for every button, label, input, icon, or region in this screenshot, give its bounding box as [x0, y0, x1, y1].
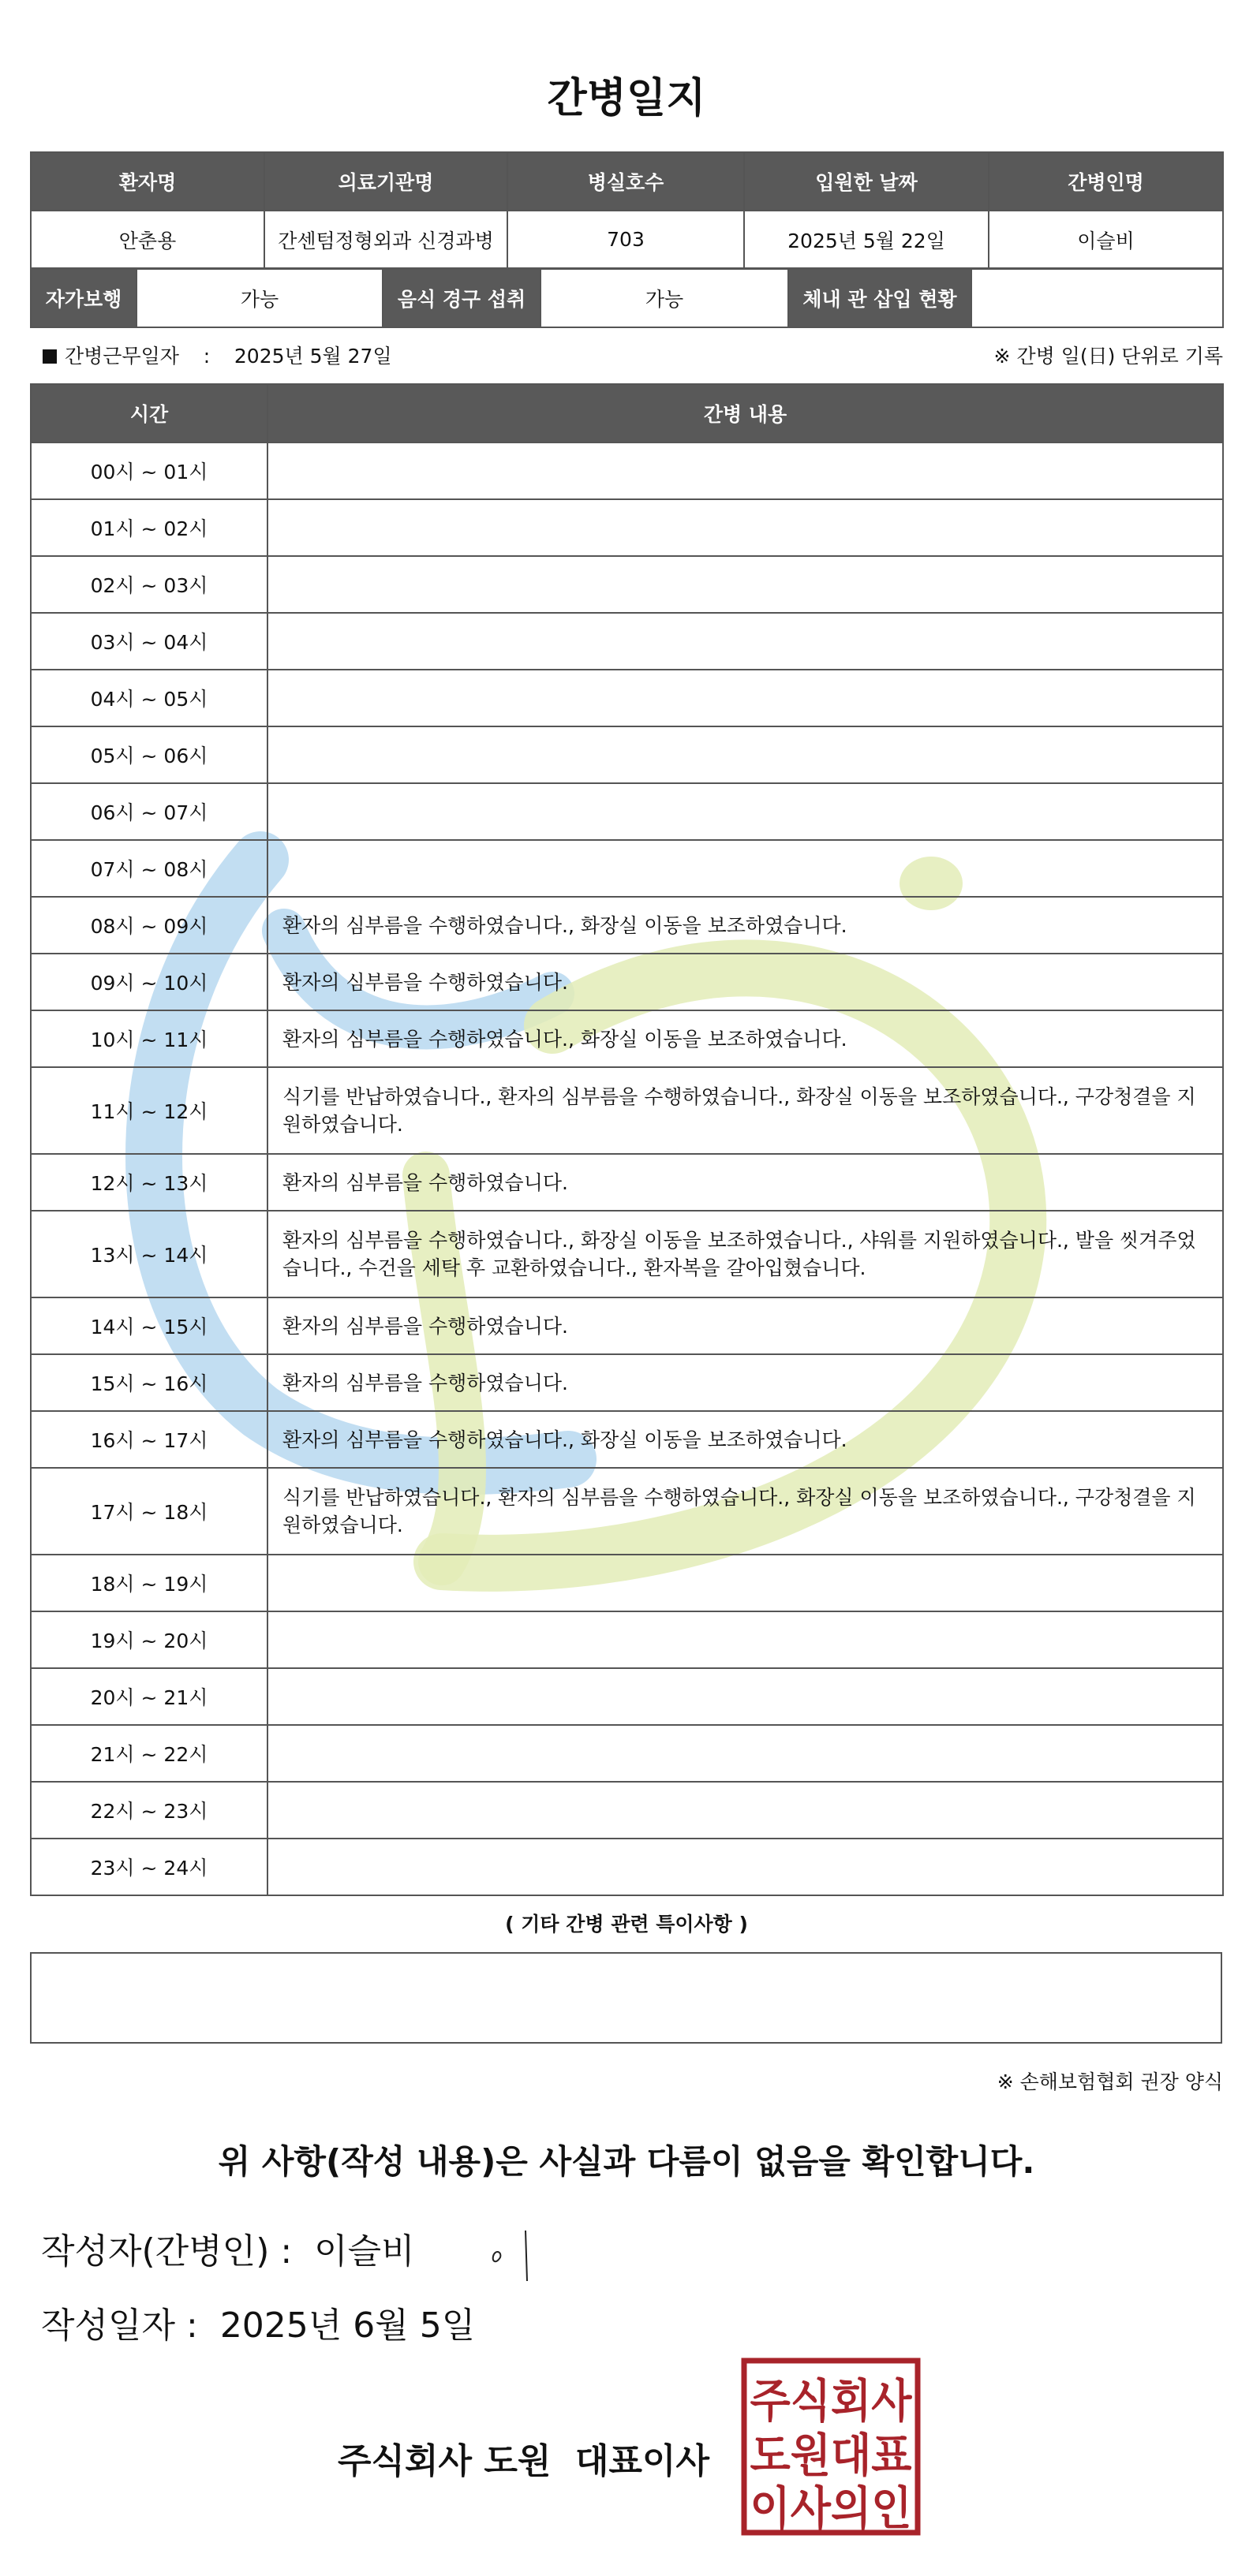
care-log-row [31, 1468, 1223, 1555]
patient-name-value: 안춘용 [31, 211, 264, 268]
care-log-content: 식기를 반납하였습니다., 환자의 심부름을 수행하였습니다., 화장실 이동을 보조하였습니다., 구강청결을 지원하였습니다. [267, 1468, 1223, 1555]
care-log-row [31, 1297, 1223, 1354]
other-notes-title: ( 기타 간병 관련 특이사항 ) [505, 1913, 748, 1936]
care-log-time: 05시 ~ 06시 [31, 726, 267, 783]
document-title: 간병일지 [547, 75, 706, 122]
company-name: 주식회사 도원 [338, 2441, 552, 2481]
care-log-content: 환자의 심부름을 수행하였습니다., 화장실 이동을 보조하였습니다. [267, 897, 1223, 954]
care-log-row [31, 840, 1223, 897]
hospital-name-value: 간센텀정형외과 신경과병 [264, 211, 507, 268]
care-log-time: 06시 ~ 07시 [31, 783, 267, 840]
handwritten-signature [486, 2226, 533, 2289]
patient-info-table [30, 151, 1224, 269]
care-log-time: 02시 ~ 03시 [31, 556, 267, 613]
care-log-time: 22시 ~ 23시 [31, 1782, 267, 1839]
care-log-content [267, 783, 1223, 840]
header-patient-name: 환자명 [31, 152, 264, 211]
company-line [338, 2432, 709, 2483]
walk-value: 가능 [137, 269, 383, 327]
care-log-time: 04시 ~ 05시 [31, 670, 267, 726]
care-log-row [31, 1555, 1223, 1611]
care-log-body [31, 442, 1223, 1895]
care-log-row [31, 1839, 1223, 1895]
work-date-value: 2025년 5월 27일 [234, 345, 392, 368]
care-log-content [267, 1555, 1223, 1611]
care-log-content [267, 613, 1223, 670]
care-log-time: 10시 ~ 11시 [31, 1010, 267, 1067]
care-log-row [31, 670, 1223, 726]
company-seal-stamp [740, 2357, 922, 2537]
care-log-content [267, 1725, 1223, 1782]
work-date [43, 341, 392, 369]
patient-info-header-row [31, 152, 1223, 211]
care-log-content [267, 1668, 1223, 1725]
header-caregiver-name: 간병인명 [989, 152, 1223, 211]
work-date-colon: : [203, 345, 211, 368]
care-log-content [267, 670, 1223, 726]
care-log-time: 01시 ~ 02시 [31, 499, 267, 556]
square-bullet-icon [43, 349, 57, 364]
patient-info-value-row [31, 211, 1223, 268]
care-log-time: 15시 ~ 16시 [31, 1354, 267, 1411]
admission-date-value: 2025년 5월 22일 [744, 211, 989, 268]
care-log-content [267, 1611, 1223, 1668]
written-date-label: 작성일자 : [41, 2305, 198, 2346]
care-log-row [31, 1211, 1223, 1297]
caregiver-name-value: 이슬비 [989, 211, 1223, 268]
care-log-time: 14시 ~ 15시 [31, 1297, 267, 1354]
written-date-line [41, 2297, 475, 2347]
care-log-row [31, 556, 1223, 613]
author-line [41, 2223, 415, 2273]
care-log-row [31, 1154, 1223, 1211]
care-log-content: 환자의 심부름을 수행하였습니다. [267, 1354, 1223, 1411]
care-log-row [31, 1067, 1223, 1154]
care-log-content [267, 726, 1223, 783]
care-log-time: 18시 ~ 19시 [31, 1555, 267, 1611]
care-log-content [267, 840, 1223, 897]
seal-line-2: 도원대표 [750, 2429, 912, 2482]
tube-status-value [971, 269, 1223, 327]
care-log-table [30, 383, 1224, 1896]
company-role: 대표이사 [574, 2441, 709, 2481]
care-log-row [31, 1611, 1223, 1668]
care-log-time: 12시 ~ 13시 [31, 1154, 267, 1211]
header-hospital-name: 의료기관명 [264, 152, 507, 211]
care-log-row [31, 1782, 1223, 1839]
care-log-content [267, 442, 1223, 499]
header-admission-date: 입원한 날짜 [744, 152, 989, 211]
care-log-content [267, 1782, 1223, 1839]
care-log-content: 환자의 심부름을 수행하였습니다., 화장실 이동을 보조하였습니다. [267, 1010, 1223, 1067]
care-log-row [31, 613, 1223, 670]
author-label: 작성자(간병인) : [41, 2231, 293, 2272]
association-note: ※ 손해보험협회 권장 양식 [997, 2070, 1223, 2093]
care-log-time: 09시 ~ 10시 [31, 954, 267, 1010]
patient-status-row [31, 269, 1223, 327]
time-column-header: 시간 [31, 384, 267, 442]
care-log-content: 환자의 심부름을 수행하였습니다., 화장실 이동을 보조하였습니다. [267, 1411, 1223, 1468]
care-log-row [31, 954, 1223, 1010]
confirmation-statement: 위 사항(작성 내용)은 사실과 다름이 없음을 확인합니다. [218, 2142, 1035, 2181]
care-log-row [31, 1725, 1223, 1782]
care-log-content: 환자의 심부름을 수행하였습니다., 화장실 이동을 보조하였습니다., 샤워를 지원하였습니다., 발을 씻겨주었습니다., 수건을 세탁 후 교환하였습니다., 환자복을 갈아입혔습니다. [267, 1211, 1223, 1297]
care-log-time: 13시 ~ 14시 [31, 1211, 267, 1297]
header-room-number: 병실호수 [507, 152, 744, 211]
care-log-header-row [31, 384, 1223, 442]
care-log-row [31, 783, 1223, 840]
care-log-content [267, 556, 1223, 613]
care-log-time: 17시 ~ 18시 [31, 1468, 267, 1555]
care-log-row [31, 1354, 1223, 1411]
tube-status-label: 체내 관 삽입 현황 [788, 269, 971, 327]
care-log-time: 23시 ~ 24시 [31, 1839, 267, 1895]
patient-status-table [30, 268, 1224, 328]
care-log-row [31, 499, 1223, 556]
care-log-row [31, 897, 1223, 954]
care-log-time: 00시 ~ 01시 [31, 442, 267, 499]
care-log-row [31, 442, 1223, 499]
care-log-time: 16시 ~ 17시 [31, 1411, 267, 1468]
care-log-content: 환자의 심부름을 수행하였습니다. [267, 954, 1223, 1010]
care-log-content [267, 499, 1223, 556]
care-log-content: 환자의 심부름을 수행하였습니다. [267, 1297, 1223, 1354]
other-notes-box [30, 1952, 1222, 2044]
care-log-time: 11시 ~ 12시 [31, 1067, 267, 1154]
care-log-time: 21시 ~ 22시 [31, 1725, 267, 1782]
seal-line-1: 주식회사 [750, 2374, 913, 2428]
care-log-time: 07시 ~ 08시 [31, 840, 267, 897]
care-log-row [31, 1411, 1223, 1468]
care-log-row [31, 1668, 1223, 1725]
oral-intake-value: 가능 [540, 269, 788, 327]
care-log-time: 03시 ~ 04시 [31, 613, 267, 670]
unit-note: ※ 간병 일(日) 단위로 기록 [993, 345, 1223, 368]
care-log-content: 식기를 반납하였습니다., 환자의 심부름을 수행하였습니다., 화장실 이동을 보조하였습니다., 구강청결을 지원하였습니다. [267, 1067, 1223, 1154]
oral-intake-label: 음식 경구 섭취 [383, 269, 540, 327]
care-log-content [267, 1839, 1223, 1895]
seal-line-3: 이사의인 [750, 2481, 912, 2535]
care-log-time: 08시 ~ 09시 [31, 897, 267, 954]
care-log-content: 환자의 심부름을 수행하였습니다. [267, 1154, 1223, 1211]
work-date-label: 간병근무일자 [65, 345, 179, 368]
care-log-row [31, 726, 1223, 783]
care-log-time: 19시 ~ 20시 [31, 1611, 267, 1668]
room-number-value: 703 [507, 211, 744, 268]
author-value: 이슬비 [314, 2231, 415, 2272]
content-column-header: 간병 내용 [267, 384, 1223, 442]
written-date-value: 2025년 6월 5일 [219, 2305, 476, 2346]
walk-label: 자가보행 [31, 269, 137, 327]
care-log-row [31, 1010, 1223, 1067]
care-log-time: 20시 ~ 21시 [31, 1668, 267, 1725]
